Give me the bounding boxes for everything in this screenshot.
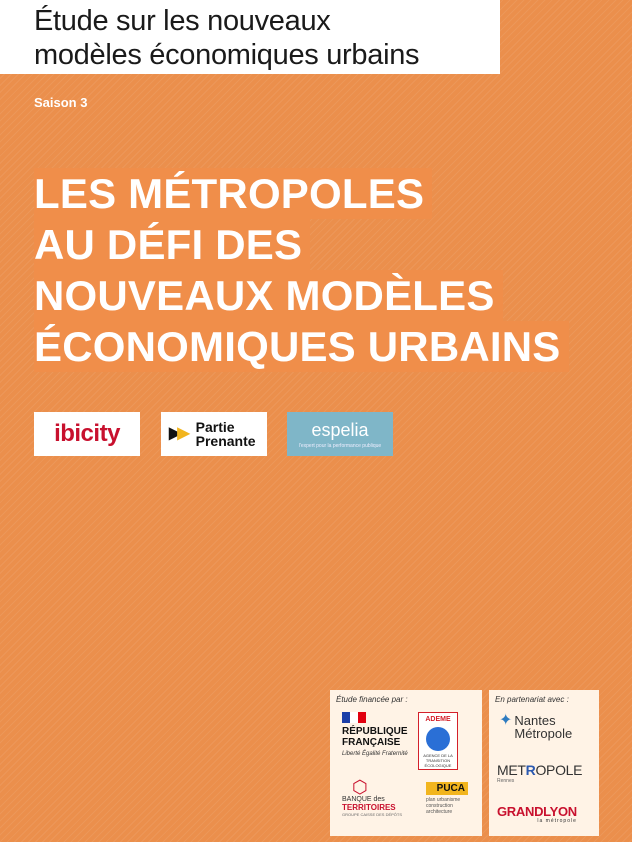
main-title-line2: AU DÉFI DES xyxy=(34,219,310,270)
main-title xyxy=(34,168,569,372)
espelia-logo xyxy=(287,412,393,456)
rf-motto: Liberté Égalité Fraternité xyxy=(342,751,408,757)
chevron-icon: ▶▶ xyxy=(169,425,186,442)
leaf-icon: ✦ xyxy=(499,712,513,729)
ibicity-logo-text: ibicity xyxy=(54,420,120,447)
bdt-line2: TERRITOIRES xyxy=(342,803,396,812)
grand-lyon-name: GRANDLYON xyxy=(497,804,577,819)
funders-panel xyxy=(330,690,482,836)
puca-tagline: plan urbanisme construction architecture xyxy=(426,797,461,815)
ibicity-logo xyxy=(34,412,140,456)
bdt-line1: BANQUE des xyxy=(342,796,385,803)
grand-lyon-tagline: la métropole xyxy=(537,818,577,824)
rennes-metropole-logo xyxy=(497,762,582,784)
rennes-part-c: OPOLE xyxy=(535,762,583,778)
main-title-line3: NOUVEAUX MODÈLES xyxy=(34,270,503,321)
espelia-logo-text: espelia xyxy=(311,419,369,440)
puca-name: PUCA xyxy=(426,782,468,795)
espelia-tagline: l'expert pour la performance publique xyxy=(298,442,382,449)
nantes-line2: Métropole xyxy=(514,726,573,741)
french-flag-icon xyxy=(342,712,366,723)
nantes-metropole-logo xyxy=(499,714,572,740)
rennes-sub: Rennes xyxy=(497,778,515,784)
partners-panel xyxy=(489,690,599,836)
study-title-line2: modèles économiques urbains xyxy=(34,39,420,71)
rennes-part-a: MET xyxy=(497,762,526,778)
rf-name-line2: FRANÇAISE xyxy=(342,737,401,748)
ademe-logo xyxy=(418,712,458,770)
partie-prenante-logo xyxy=(161,412,267,456)
header-banner xyxy=(0,0,500,74)
republique-francaise-logo xyxy=(342,712,410,758)
rennes-part-b: R xyxy=(525,762,536,778)
study-title-line1: Étude sur les nouveaux xyxy=(34,5,331,37)
ademe-name: ADEME xyxy=(425,716,451,723)
ademe-tagline: AGENCE DE LA TRANSITION ÉCOLOGIQUE xyxy=(423,753,453,768)
banque-des-territoires-logo xyxy=(342,778,412,817)
funders-caption: Étude financée par : xyxy=(336,695,408,704)
nantes-line1: Nantes xyxy=(514,713,556,728)
season-label: Saison 3 xyxy=(34,95,88,110)
bdt-line3: GROUPE CAISSE DES DÉPÔTS xyxy=(342,812,403,817)
main-title-line4: ÉCONOMIQUES URBAINS xyxy=(34,321,569,372)
main-title-line1: LES MÉTROPOLES xyxy=(34,168,432,219)
partie-line1: Partie xyxy=(195,419,235,435)
partners-caption: En partenariat avec : xyxy=(495,695,569,704)
grand-lyon-logo xyxy=(497,804,577,824)
globe-icon xyxy=(426,727,450,751)
rf-name-line1: RÉPUBLIQUE xyxy=(342,726,408,737)
study-title xyxy=(34,4,419,72)
puca-logo xyxy=(426,782,468,815)
partie-line2: Prenante xyxy=(195,433,256,449)
hexagon-icon: ⬡ xyxy=(352,777,368,797)
